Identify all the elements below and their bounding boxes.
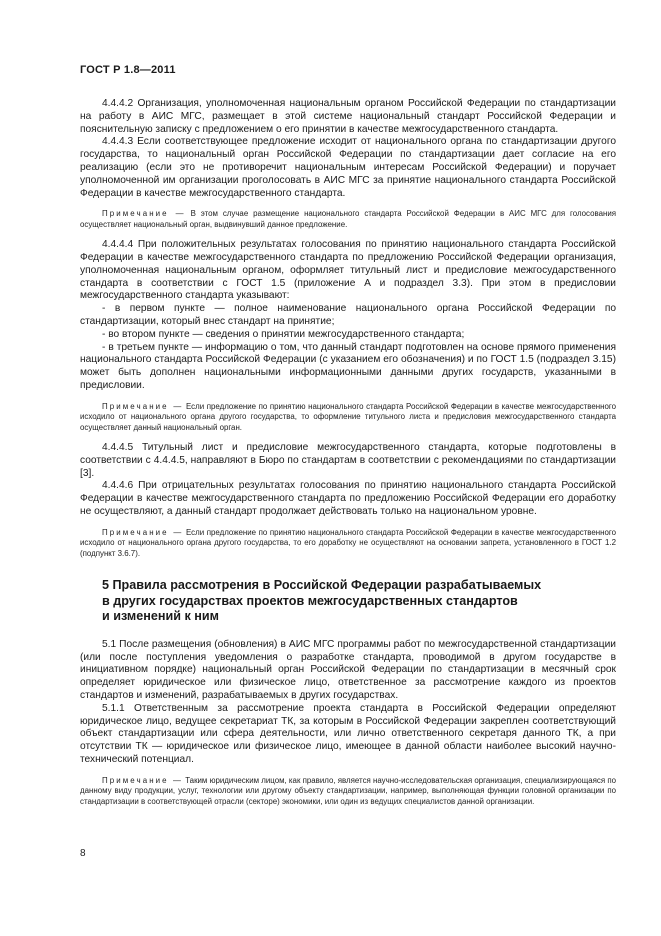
paragraph-4-4-4-2: 4.4.4.2 Организация, уполномоченная национальным органом Российской Федерации по стандартизации на работу в АИС МГС, размещает в этой системе национальный стандарт Российской Федерации и пояснительную записку с предложением о его принятии в качестве межгосударственного стандарта. [80,98,616,135]
note-2 [80,402,616,433]
section-title-line: 5 Правила рассмотрения в Российской Федерации разрабатываемых [102,577,542,592]
paragraph-4-4-4-5: 4.4.4.5 Титульный лист и предисловие межгосударственного стандарта, которые подготовлены в соответствии с 4.4.4.5, направляют в Бюро по стандартам в соответствии с рекомендациями по стандартизации [3]. [80,441,616,479]
note-4 [80,776,616,807]
section-title-line: и изменений к ним [102,609,219,624]
document-header: ГОСТ Р 1.8—2011 [80,64,176,76]
paragraph-4-4-4-3: 4.4.4.3 Если соответствующее предложение исходит от национального органа по стандартизации другого государства, то национальный орган Российской Федерации по стандартизации дает согласие на его реализацию (если это не противоречит национальным интересам Российской Федерации) и поручает уполномоченной им организации проголосовать в АИС МГС за принятие национального стандарта Российской Федерации в качестве межгосударственного стандарта. [80,136,616,199]
note-text: В этом случае размещение национального стандарта Российской Федерации в АИС МГС для голосования осуществляет национальный орган, выдвинувший данное предложение. [80,209,616,229]
preface-list [80,303,616,393]
section-title-line: в других государствах проектов межгосударственных стандартов [102,593,518,608]
note-label: Примечание — [102,775,183,785]
paragraph-5-1: 5.1 После размещения (обновления) в АИС МГС программы работ по межгосударственной стандартизации (или после поступления уведомления о разработке стандарта, проводимой в другом государстве в инициативном порядке) национальный орган Российской Федерации по стандартизации в месячный срок определяет юридическое или физическое лицо, ответственное за рассмотрение каждого из проектов стандартов и изменений, разрабатываемых в других государствах. [80,638,616,701]
note-label: Примечание — [102,209,186,219]
note-text: Если предложение по принятию национального стандарта Российской Федерации в качестве межгосударственного исходило от национального органа другого государства, то его доработку не осуществляют на основании запрета, установленного в ГОСТ 1.2 (подпункт 3.6.7). [80,527,616,558]
page-number: 8 [80,848,86,859]
note-label: Примечание — [102,527,184,537]
paragraph-5-1-1: 5.1.1 Ответственным за рассмотрение проекта стандарта в Российской Федерации определяют юридическое лицо, ведущее секретариат ТК, за которым в Российской Федерации закреплен соответствующий объект стандартизации или сфера деятельности, или лично ответственного секретаря данного ТК, а при отсутствии ТК — юридическое или физическое лицо, имеющее в данной области наиболее высокий научно-технический потенциал. [80,702,616,765]
paragraph-4-4-4-6: 4.4.4.6 При отрицательных результатах голосования по принятию национального стандарта Российской Федерации в качестве межгосударственного стандарта по предложению Российской Федерации его доработку не осуществляют, а данный стандарт продолжает действовать только на национальном уровне. [80,480,616,517]
section-5-title [80,578,616,625]
note-label: Примечание — [102,401,184,411]
note-1 [80,209,616,230]
list-item: - в первом пункте — полное наименование национального органа Российской Федерации по стандартизации, который внес стандарт на принятие; [80,303,616,327]
note-3 [80,528,616,559]
paragraph-4-4-4-4: 4.4.4.4 При положительных результатах голосования по принятию национального стандарта Российской Федерации в качестве межгосударственного стандарта по предложению Российской Федерации организация, уполномоченная национальным органом, оформляет титульный лист и предисловие межгосударственного стандарта в соответствии с ГОСТ 1.5 (приложение А и подраздел 3.3). При этом в предисловии межгосударственного стандарта указывают: [80,239,616,302]
list-item: - во втором пункте — сведения о принятии межгосударственного стандарта; [102,328,465,340]
list-item: - в третьем пункте — информацию о том, что данный стандарт подготовлен на основе прямого применения национального стандарта Российской Федерации (с указанием его обозначения) и по ГОСТ 1.5 (подраздел 3.15) может быть дополнен национальными информационными данными других государств, указанными в предисловии. [80,341,616,391]
document-body [80,98,616,816]
note-text: Если предложение по принятию национального стандарта Российской Федерации в качестве межгосударственного исходило от национального органа другого государства, то оформление титульного листа и предисловия межгосударственного стандарта осуществляет данный национальный орган. [80,401,616,432]
note-text: Таким юридическим лицом, как правило, является научно-исследовательская организация, специализирующаяся по данному виду продукции, услуг, технологии или другому объекту стандартизации, например, выполняющая функции головной организации по стандартизации в соответствующей отрасли (секторе) экономики, или один из ведущих специалистов данной организации. [80,775,616,806]
